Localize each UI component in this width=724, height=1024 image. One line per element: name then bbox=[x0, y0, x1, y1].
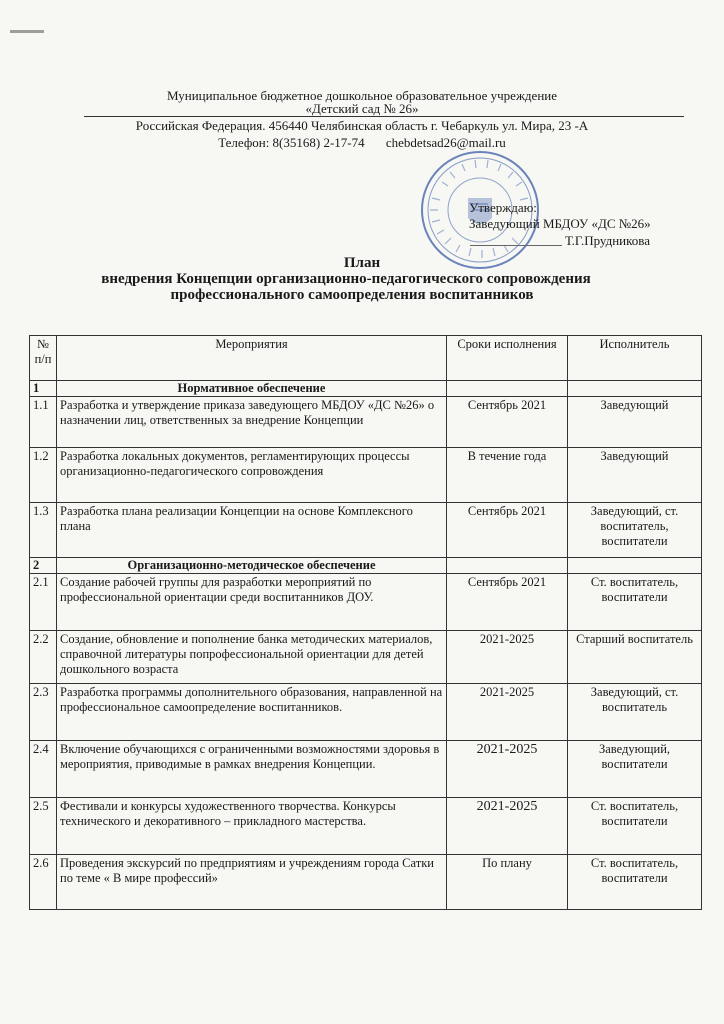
header-divider bbox=[84, 116, 684, 117]
row-event: Разработка и утверждение приказа заведующего МБДОУ «ДС №26» о назначении лиц, ответственных за внедрение Концепции bbox=[57, 397, 447, 448]
org-contacts bbox=[0, 135, 724, 151]
approval-label: Утверждаю: bbox=[469, 200, 537, 215]
row-term: Сентябрь 2021 bbox=[447, 397, 568, 448]
row-event: Фестивали и конкурсы художественного творчества. Конкурсы технического и декоративного – прикладного мастерства. bbox=[57, 798, 447, 855]
table-row bbox=[30, 855, 702, 910]
section-row bbox=[30, 381, 702, 397]
org-phone: Телефон: 8(35168) 2-17-74 bbox=[218, 135, 365, 150]
row-executor: Заведующий, ст. воспитатель bbox=[568, 684, 702, 741]
row-num: 1.2 bbox=[30, 448, 57, 503]
org-name-line1: Муниципальное бюджетное дошкольное образовательное учреждение bbox=[167, 88, 557, 103]
row-event: Проведения экскурсий по предприятиям и учреждениям города Сатки по теме « В мире профессий» bbox=[57, 855, 447, 910]
table-row bbox=[30, 397, 702, 448]
row-num: 2.6 bbox=[30, 855, 57, 910]
section-empty-cell bbox=[568, 558, 702, 574]
section-empty-cell bbox=[447, 558, 568, 574]
row-event: Включение обучающихся с ограниченными возможностями здоровья в мероприятия, приводимые в рамках внедрения Концепции. bbox=[57, 741, 447, 798]
signature-line bbox=[470, 245, 562, 246]
section-empty-cell bbox=[568, 381, 702, 397]
section-num: 1 bbox=[30, 381, 57, 397]
row-event: Разработка локальных документов, регламентирующих процессы организационно-педагогического сопровождения bbox=[57, 448, 447, 503]
col-event-header: Мероприятия bbox=[57, 336, 447, 381]
table-row bbox=[30, 631, 702, 684]
row-term: Сентябрь 2021 bbox=[447, 574, 568, 631]
section-row bbox=[30, 558, 702, 574]
col-num-header: № п/п bbox=[30, 336, 57, 381]
row-executor: Ст. воспитатель, воспитатели bbox=[568, 574, 702, 631]
row-num: 1.3 bbox=[30, 503, 57, 558]
row-event: Создание рабочей группы для разработки мероприятий по профессиональной ориентации среди воспитанников ДОУ. bbox=[57, 574, 447, 631]
row-term: 2021-2025 bbox=[447, 741, 568, 798]
org-name-line2: «Детский сад № 26» bbox=[305, 101, 419, 116]
section-title: Нормативное обеспечение bbox=[57, 381, 447, 397]
row-executor: Ст. воспитатель, воспитатели bbox=[568, 798, 702, 855]
doc-title: План bbox=[343, 255, 381, 271]
row-term: По плану bbox=[447, 855, 568, 910]
row-executor: Заведующий bbox=[568, 397, 702, 448]
org-email: chebdetsad26@mail.ru bbox=[385, 135, 506, 150]
row-event: Создание, обновление и пополнение банка методических материалов, справочной литературы попрофессиональной ориентации для детей дошкольного возраста bbox=[57, 631, 447, 684]
row-executor: Старший воспитатель bbox=[568, 631, 702, 684]
table-row bbox=[30, 798, 702, 855]
row-num: 1.1 bbox=[30, 397, 57, 448]
table-row bbox=[30, 574, 702, 631]
row-executor: Ст. воспитатель, воспитатели bbox=[568, 855, 702, 910]
row-term: 2021-2025 bbox=[447, 798, 568, 855]
table-row bbox=[30, 741, 702, 798]
approval-position: Заведующий МБДОУ «ДС №26» bbox=[469, 216, 651, 231]
col-executor-header: Исполнитель bbox=[568, 336, 702, 381]
row-event: Разработка плана реализации Концепции на основе Комплексного плана bbox=[57, 503, 447, 558]
row-num: 2.3 bbox=[30, 684, 57, 741]
table-row bbox=[30, 684, 702, 741]
doc-subtitle-line1: внедрения Концепции организационно-педагогического сопровождения bbox=[101, 271, 591, 287]
row-event: Разработка программы дополнительного образования, направленной на профессиональное самоопределение воспитанников. bbox=[57, 684, 447, 741]
table-row bbox=[30, 448, 702, 503]
row-executor: Заведующий, ст. воспитатель, воспитатели bbox=[568, 503, 702, 558]
section-title: Организационно-методическое обеспечение bbox=[57, 558, 447, 574]
row-num: 2.4 bbox=[30, 741, 57, 798]
row-executor: Заведующий bbox=[568, 448, 702, 503]
row-term: 2021-2025 bbox=[447, 684, 568, 741]
table-header-row bbox=[30, 336, 702, 381]
col-term-header: Сроки исполнения bbox=[447, 336, 568, 381]
row-term: В течение года bbox=[447, 448, 568, 503]
scan-mark bbox=[10, 30, 44, 33]
section-num: 2 bbox=[30, 558, 57, 574]
doc-subtitle-line2: профессионального самоопределения воспитанников bbox=[170, 287, 534, 303]
row-num: 2.1 bbox=[30, 574, 57, 631]
row-term: Сентябрь 2021 bbox=[447, 503, 568, 558]
section-empty-cell bbox=[447, 381, 568, 397]
org-address: Российская Федерация. 456440 Челябинская область г. Чебаркуль ул. Мира, 23 -А bbox=[135, 118, 589, 133]
row-term: 2021-2025 bbox=[447, 631, 568, 684]
approval-name: Т.Г.Прудникова bbox=[565, 233, 651, 248]
plan-table bbox=[29, 335, 702, 910]
row-num: 2.5 bbox=[30, 798, 57, 855]
row-num: 2.2 bbox=[30, 631, 57, 684]
table-row bbox=[30, 503, 702, 558]
row-executor: Заведующий, воспитатели bbox=[568, 741, 702, 798]
